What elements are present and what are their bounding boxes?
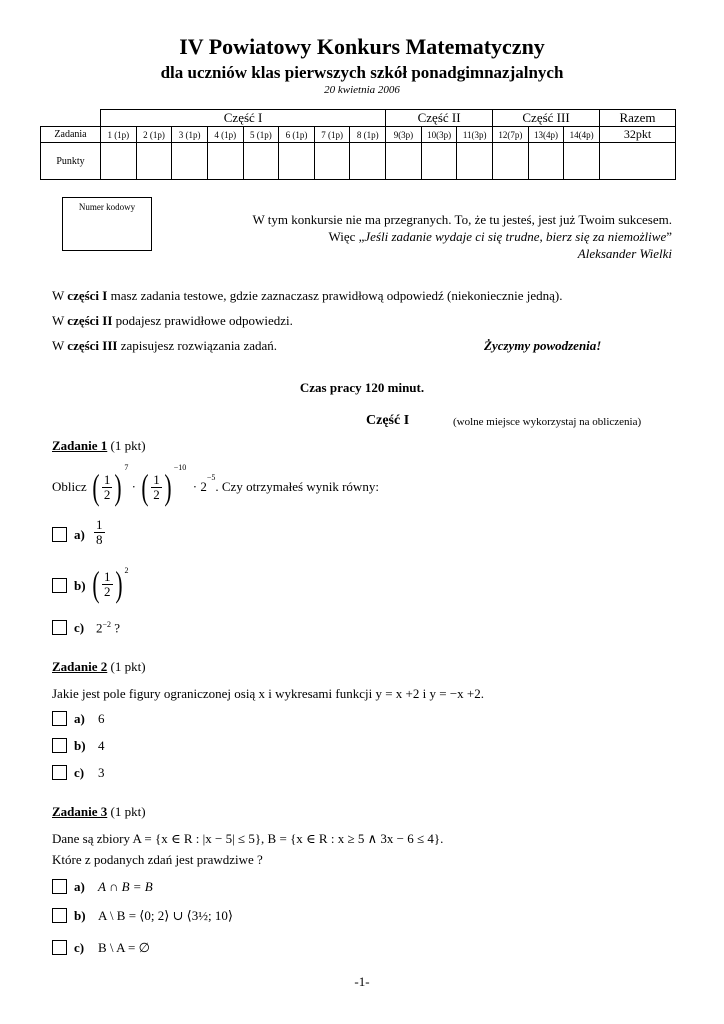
task-cell: 10(3p) <box>421 127 457 143</box>
task-cell: 12(7p) <box>493 127 529 143</box>
part-1-header: Część I <box>101 110 386 127</box>
quote-close: ” <box>666 229 672 244</box>
task-3-option-c-label: c) <box>74 940 85 955</box>
task-2-option-c-label: c) <box>74 765 85 780</box>
points-cell[interactable] <box>101 143 137 180</box>
points-cell[interactable] <box>172 143 208 180</box>
task-cell: 8 (1p) <box>350 127 386 143</box>
task-cell: 7 (1p) <box>314 127 350 143</box>
task-2-option-a-checkbox[interactable] <box>52 711 67 726</box>
task-cell: 2 (1p) <box>136 127 172 143</box>
task-cell: 13(4p) <box>528 127 564 143</box>
code-number-box[interactable] <box>62 197 152 251</box>
page-title: IV Powiatowy Konkurs Matematyczny <box>179 34 545 59</box>
task-cell: 14(4p) <box>564 127 600 143</box>
task-cell: 11(3p) <box>457 127 493 143</box>
task-1-option-a-label: a) <box>74 527 85 542</box>
task-1-question: Oblicz ( $\frac{1}{2}$ ) $^7$ · ( $\frac{1}{2}$ ) $^{-10}$ · 2 $^{-5}$ . Czy otrzymałeś wynik równy: <box>52 463 379 507</box>
task-3-option-b-label: b) <box>74 908 86 923</box>
task-1-option-c-value: $2^{-2}$ ? <box>96 620 121 636</box>
points-cell[interactable] <box>243 143 279 180</box>
score-table <box>40 109 676 180</box>
task-2-option-b-value: 4 <box>98 738 105 753</box>
task-3-option-a-checkbox[interactable] <box>52 879 67 894</box>
task-1-option-c-label: c) <box>74 620 85 635</box>
motto-line-2 <box>328 228 672 245</box>
time-limit: Czas pracy 120 minut. <box>299 380 425 395</box>
points-cell[interactable] <box>528 143 564 180</box>
task-2-option-b-label: b) <box>74 738 86 753</box>
task-cell: 5 (1p) <box>243 127 279 143</box>
row-label-punkty: Punkty <box>41 143 101 180</box>
task-1-option-b-value: ( $\frac{1}{2}$ ) $^2$ <box>92 564 129 604</box>
page-subtitle: dla uczniów klas pierwszych szkół ponadgimnazjalnych <box>160 63 564 82</box>
task-3-option-a-label: a) <box>74 879 85 894</box>
section-note: (wolne miejsce wykorzystaj na obliczenia) <box>453 416 642 428</box>
part-3-header: Część III <box>493 110 600 127</box>
task-3-option-b-checkbox[interactable] <box>52 908 67 923</box>
points-cell[interactable] <box>493 143 529 180</box>
task-1-heading: Zadanie 1 (1 pkt) <box>52 438 146 453</box>
task-2-heading: Zadanie 2 (1 pkt) <box>52 659 146 674</box>
motto-line-1: W tym konkursie nie ma przegranych. To, że tu jesteś, jest już Twoim sukcesem. <box>252 212 672 227</box>
task-2-option-a-label: a) <box>74 711 85 726</box>
points-cell[interactable] <box>421 143 457 180</box>
points-total-cell[interactable] <box>600 143 676 180</box>
exam-date: 20 kwietnia 2006 <box>324 84 400 96</box>
task-1-option-a-value: $\frac{1}{8}$ <box>96 517 103 547</box>
row-label-zadania: Zadania <box>41 127 101 143</box>
task-3-option-b-value: A \ B = ⟨0; 2⟩ ∪ ⟨3½; 10⟩ <box>98 908 233 923</box>
points-cell[interactable] <box>314 143 350 180</box>
task-2-option-b-checkbox[interactable] <box>52 738 67 753</box>
section-title-part-1: Część I <box>366 413 410 428</box>
task-3-option-c-checkbox[interactable] <box>52 940 67 955</box>
task-2-option-c-value: 3 <box>98 765 105 780</box>
task-cell: 3 (1p) <box>172 127 208 143</box>
total-points: 32pkt <box>600 127 676 143</box>
quote-open: Więc „ <box>328 229 365 244</box>
points-cell[interactable] <box>136 143 172 180</box>
instruction-2: W części II podajesz prawidłowe odpowiedzi. <box>52 313 293 328</box>
task-3-option-c-value: B \ A = ∅ <box>98 940 150 955</box>
points-cell[interactable] <box>350 143 386 180</box>
points-cell[interactable] <box>207 143 243 180</box>
task-cell: 1 (1p) <box>101 127 137 143</box>
task-1-option-a-checkbox[interactable] <box>52 527 67 542</box>
task-cell: 9(3p) <box>386 127 422 143</box>
task-cell: 4 (1p) <box>207 127 243 143</box>
task-2-question: Jakie jest pole figury ograniczonej osią x i wykresami funkcji y = x +2 i y = −x +2. <box>52 686 484 701</box>
instruction-1: W części I masz zadania testowe, gdzie zaznaczasz prawidłową odpowiedź (niekoniecznie jedną). <box>52 288 563 303</box>
motto-author: Aleksander Wielki <box>577 246 672 261</box>
part-2-header: Część II <box>386 110 493 127</box>
instruction-3: W części III zapisujesz rozwiązania zadań. <box>52 338 278 353</box>
task-2-option-a-value: 6 <box>98 711 105 726</box>
points-cell[interactable] <box>457 143 493 180</box>
task-cell: 6 (1p) <box>279 127 315 143</box>
good-luck-wish: Życzymy powodzenia! <box>484 338 602 353</box>
task-3-option-a-value: A ∩ B = B <box>98 879 153 894</box>
points-cell[interactable] <box>386 143 422 180</box>
motto-quote: Jeśli zadanie wydaje ci się trudne, bierz się za niemożliwe <box>364 229 667 244</box>
total-header: Razem <box>600 110 676 127</box>
task-3-question: Które z podanych zdań jest prawdziwe ? <box>52 852 263 867</box>
code-number-label: Numer kodowy <box>78 202 136 212</box>
page-number: -1- <box>354 974 370 989</box>
task-2-option-c-checkbox[interactable] <box>52 765 67 780</box>
task-3-heading: Zadanie 3 (1 pkt) <box>52 804 146 819</box>
points-cell[interactable] <box>279 143 315 180</box>
task-1-option-c-checkbox[interactable] <box>52 620 67 635</box>
points-cell[interactable] <box>564 143 600 180</box>
task-3-sets: Dane są zbiory A = {x ∈ R : |x − 5| ≤ 5}, B = {x ∈ R : x ≥ 5 ∧ 3x − 6 ≤ 4}. <box>52 831 444 846</box>
empty-cell <box>41 110 101 127</box>
task-1-option-b-label: b) <box>74 578 86 593</box>
task-1-option-b-checkbox[interactable] <box>52 578 67 593</box>
